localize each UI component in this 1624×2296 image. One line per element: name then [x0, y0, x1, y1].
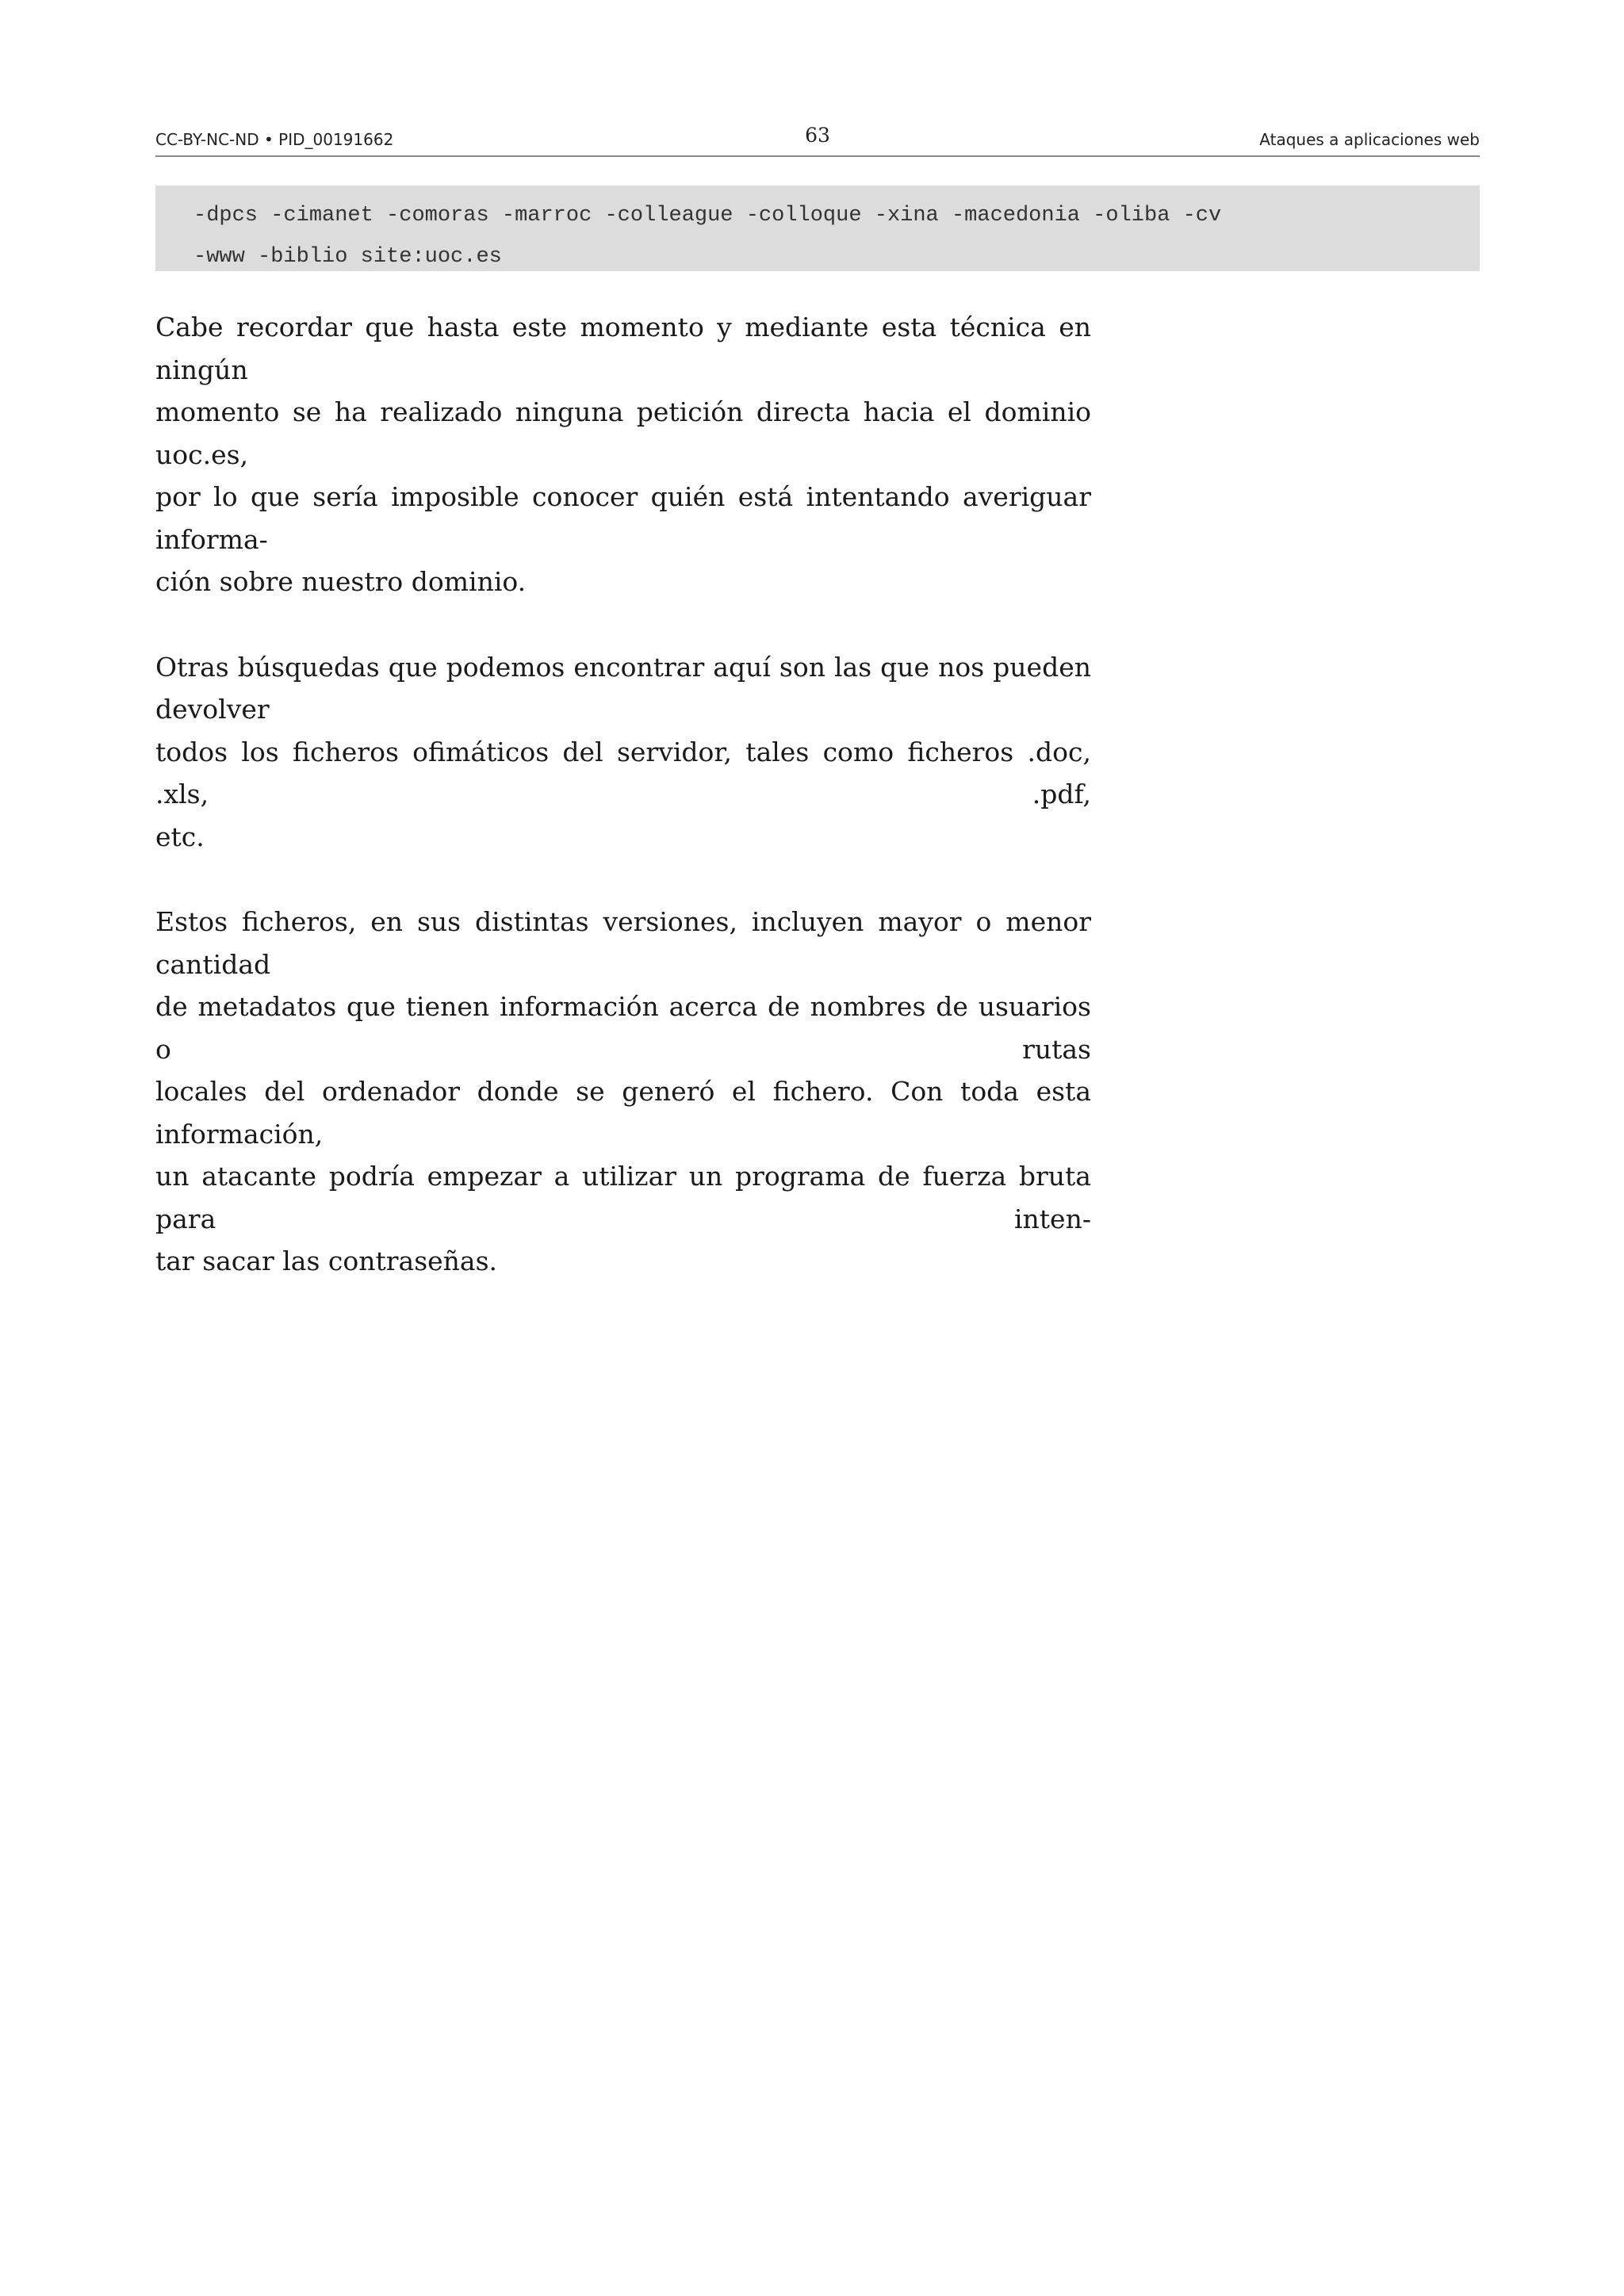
code-block [155, 186, 1480, 271]
header-document-title: Ataques a aplicaciones web [1259, 130, 1480, 149]
paragraph-3 [155, 901, 1091, 1283]
page-number: 63 [805, 124, 830, 147]
paragraph-1 [155, 306, 1091, 603]
text-line: Cabe recordar que hasta este momento y mediante esta técnica en ningún [155, 312, 1091, 385]
body-text [155, 306, 1091, 1326]
text-line: por lo que sería imposible conocer quién está intentando averiguar informa- [155, 481, 1091, 555]
text-line: etc. [155, 821, 205, 852]
paragraph-2 [155, 646, 1091, 859]
code-line: -dpcs -cimanet -comoras -marroc -colleague -colloque -xina -macedonia -oliba -cv [193, 204, 1222, 228]
page-header [155, 124, 1480, 157]
text-line: un atacante podría empezar a utilizar un programa de fuerza bruta para inten- [155, 1161, 1091, 1234]
text-line: momento se ha realizado ninguna petición directa hacia el dominio uoc.es, [155, 396, 1091, 470]
text-line: locales del ordenador donde se generó el fichero. Con toda esta información, [155, 1076, 1091, 1150]
text-line: Otras búsquedas que podemos encontrar aquí son las que nos pueden devolver [155, 651, 1091, 725]
text-line: Estos ficheros, en sus distintas versiones, incluyen mayor o menor cantidad [155, 906, 1091, 980]
text-line: todos los ficheros ofimáticos del servidor, tales como ficheros .doc, .xls, .pdf, [155, 736, 1091, 809]
text-line: tar sacar las contraseñas. [155, 1246, 498, 1276]
text-line: ción sobre nuestro dominio. [155, 566, 527, 597]
text-line: de metadatos que tienen información acerca de nombres de usuarios o rutas [155, 991, 1091, 1065]
header-license-id: CC-BY-NC-ND • PID_00191662 [155, 130, 394, 149]
code-line: -www -biblio site:uoc.es [193, 245, 502, 269]
